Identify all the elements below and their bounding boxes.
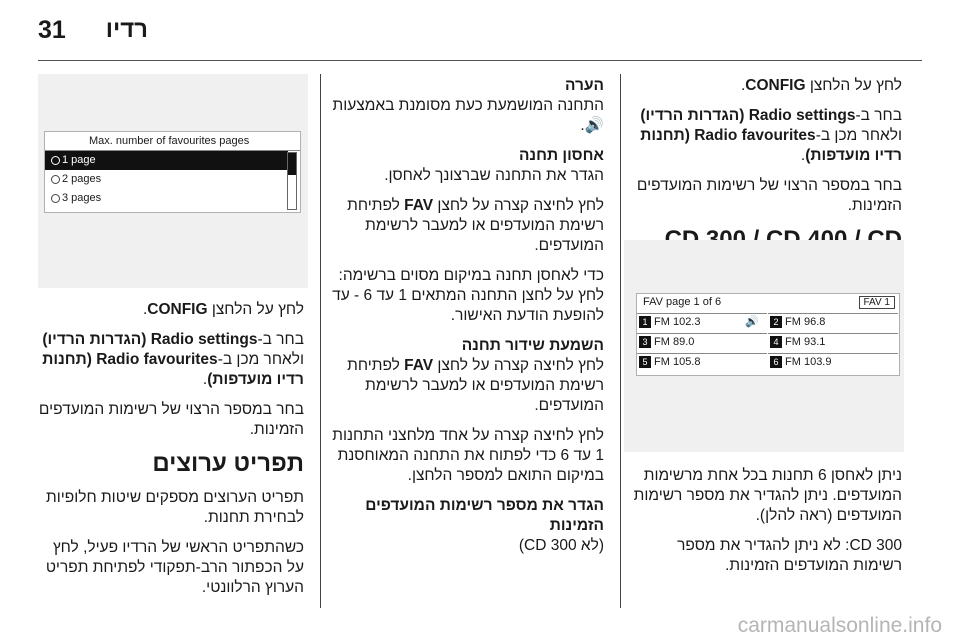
retrieve-heading: השמעת שידור תחנה	[461, 337, 604, 354]
page-title: רדיו	[105, 16, 148, 43]
paragraph: (לא CD 300)	[518, 537, 604, 554]
screen-option: 2 pages	[45, 170, 300, 189]
radio-icon	[51, 175, 60, 184]
screen-title: Max. number of favourites pages	[45, 132, 300, 151]
station-row: 4 FM 93.1	[768, 333, 898, 350]
station-row: 6 FM 103.9	[768, 353, 898, 370]
speaker-icon: 🔊	[745, 316, 759, 328]
fav-badge: FAV 1	[859, 296, 896, 309]
paragraph: לחץ על הלחצן CONFIG.	[142, 301, 304, 318]
page-number: 31	[38, 16, 66, 44]
define-heading: הגדר את מספר רשימות המועדפים הזמינות	[365, 497, 604, 534]
screen-option: 1 page	[45, 151, 288, 170]
middle-column	[332, 76, 604, 566]
paragraph: בחר במספר הרצוי של רשימות המועדפים הזמינות.	[636, 177, 902, 214]
screen-title: FAV page 1 of 6	[643, 296, 722, 308]
paragraph: לחץ על הלחצן CONFIG.	[740, 77, 902, 94]
station-row: 5 FM 105.8	[637, 353, 767, 370]
storing-heading: אחסון תחנה	[518, 147, 604, 164]
paragraph: תפריט הערוצים מספקים שיטות חלופיות לבחירת תחנות.	[46, 489, 304, 526]
right-column-bottom	[632, 466, 902, 586]
paragraph: בחר ב-Radio settings (הגדרות הרדיו) ולאחר מכן ב-Radio favourites (תחנות רדיו מועדפות).	[42, 331, 304, 388]
column-divider-right	[620, 74, 621, 608]
paragraph: ניתן לאחסן 6 תחנות בכל אחת מרשימות המועדפים. ניתן להגדיר את מספר רשימות המועדפים (ראה להלן).	[633, 467, 902, 524]
fav-page-screen	[636, 293, 900, 376]
column-divider-left	[320, 74, 321, 608]
paragraph: בחר במספר הרצוי של רשימות המועדפים הזמינות.	[38, 401, 304, 438]
paragraph: בחר ב-Radio settings (הגדרות הרדיו) ולאחר מכן ב-Radio favourites (תחנות רדיו מועדפות).	[640, 107, 902, 164]
paragraph: לחץ לחיצה קצרה על לחצן FAV לפתיחת רשימת המועדפים או למעבר לרשימת המועדפים.	[347, 197, 604, 254]
note-text: התחנה המושמעת כעת מסומנת באמצעות 🔊.	[332, 97, 604, 134]
paragraph: כדי לאחסן תחנה במיקום מסוים ברשימה: לחץ על לחצן התחנה המתאים 1 עד 6 - עד להופעת הודעת האישור.	[332, 267, 604, 324]
station-row: 2 FM 96.8	[768, 313, 898, 330]
watermark: carmanualsonline.info	[737, 614, 942, 637]
radio-icon	[51, 156, 60, 165]
favourites-pages-screen	[44, 131, 301, 213]
station-row: 3 FM 89.0	[637, 333, 767, 350]
radio-icon	[51, 194, 60, 203]
paragraph: לחץ לחיצה קצרה על לחצן FAV לפתיחת רשימת המועדפים או למעבר לרשימת המועדפים.	[347, 357, 604, 414]
paragraph: הגדר את התחנה שברצונך לאחסן.	[384, 167, 604, 184]
paragraph: כשהתפריט הראשי של הרדיו פעיל, לחץ על הכפתור הרב-תפקודי לפתיחת תפריט הערוץ הרלוונטי.	[45, 539, 304, 596]
section-heading: תפריט ערוצים	[152, 450, 304, 477]
paragraph: לחץ לחיצה קצרה על אחד מלחצני התחנות 1 עד 6 כדי לפתוח את התחנה המאוחסנת במיקום התואם למספר הלחצן.	[332, 427, 604, 484]
station-row: 1 FM 102.3 🔊	[637, 313, 767, 330]
note-heading: הערה	[565, 77, 604, 94]
left-column	[38, 300, 304, 608]
header-rule	[38, 60, 922, 61]
scrollbar	[287, 152, 297, 210]
paragraph: CD 300: לא ניתן להגדיר את מספר רשימות המועדפים הזמינות.	[677, 537, 902, 574]
scrollbar-thumb	[288, 153, 296, 175]
screen-option: 3 pages	[45, 189, 300, 208]
